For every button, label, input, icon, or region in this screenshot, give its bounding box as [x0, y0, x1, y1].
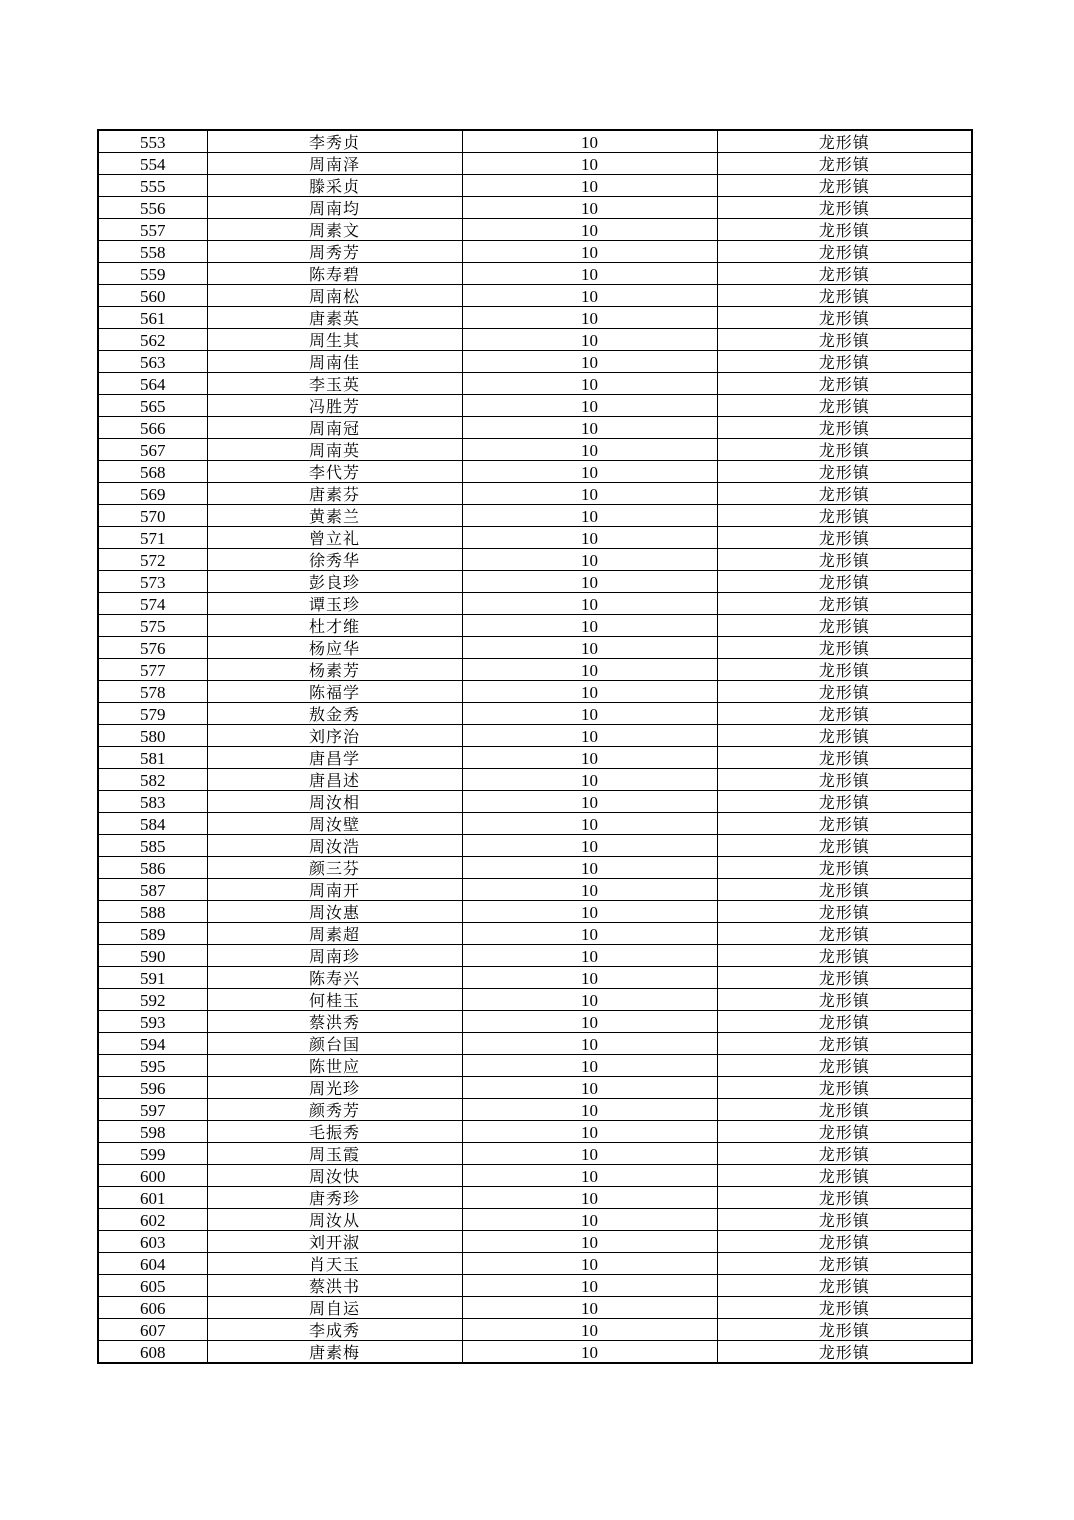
- town-cell: 龙形镇: [717, 769, 972, 791]
- name-cell: 蔡洪书: [207, 1275, 462, 1297]
- row-number-cell: 566: [98, 417, 207, 439]
- amount-cell: 10: [462, 527, 717, 549]
- row-number-cell: 556: [98, 197, 207, 219]
- name-cell: 周汝快: [207, 1165, 462, 1187]
- table-row: [98, 1231, 972, 1253]
- town-cell: 龙形镇: [717, 615, 972, 637]
- town-cell: 龙形镇: [717, 263, 972, 285]
- row-number-cell: 573: [98, 571, 207, 593]
- name-cell: 周汝壁: [207, 813, 462, 835]
- town-cell: 龙形镇: [717, 989, 972, 1011]
- town-cell: 龙形镇: [717, 813, 972, 835]
- town-cell: 龙形镇: [717, 1209, 972, 1231]
- row-number-cell: 567: [98, 439, 207, 461]
- table-row: [98, 461, 972, 483]
- amount-cell: 10: [462, 703, 717, 725]
- row-number-cell: 568: [98, 461, 207, 483]
- name-cell: 杨应华: [207, 637, 462, 659]
- row-number-cell: 585: [98, 835, 207, 857]
- name-cell: 周汝从: [207, 1209, 462, 1231]
- town-cell: 龙形镇: [717, 637, 972, 659]
- table-row: [98, 483, 972, 505]
- table-row: [98, 1165, 972, 1187]
- name-cell: 李秀贞: [207, 130, 462, 153]
- row-number-cell: 589: [98, 923, 207, 945]
- amount-cell: 10: [462, 241, 717, 263]
- amount-cell: 10: [462, 615, 717, 637]
- row-number-cell: 557: [98, 219, 207, 241]
- name-cell: 刘序治: [207, 725, 462, 747]
- town-cell: 龙形镇: [717, 1055, 972, 1077]
- town-cell: 龙形镇: [717, 1253, 972, 1275]
- name-cell: 周南泽: [207, 153, 462, 175]
- row-number-cell: 569: [98, 483, 207, 505]
- town-cell: 龙形镇: [717, 879, 972, 901]
- name-cell: 蔡洪秀: [207, 1011, 462, 1033]
- town-cell: 龙形镇: [717, 461, 972, 483]
- name-cell: 李代芳: [207, 461, 462, 483]
- amount-cell: 10: [462, 769, 717, 791]
- amount-cell: 10: [462, 1231, 717, 1253]
- amount-cell: 10: [462, 923, 717, 945]
- row-number-cell: 577: [98, 659, 207, 681]
- table-row: [98, 1011, 972, 1033]
- town-cell: 龙形镇: [717, 329, 972, 351]
- amount-cell: 10: [462, 1297, 717, 1319]
- row-number-cell: 576: [98, 637, 207, 659]
- table-row: [98, 1033, 972, 1055]
- name-cell: 周汝惠: [207, 901, 462, 923]
- table-row: [98, 175, 972, 197]
- row-number-cell: 579: [98, 703, 207, 725]
- row-number-cell: 591: [98, 967, 207, 989]
- table-row: [98, 439, 972, 461]
- table-row: [98, 1319, 972, 1341]
- name-cell: 杨素芳: [207, 659, 462, 681]
- name-cell: 唐素梅: [207, 1341, 462, 1364]
- amount-cell: 10: [462, 593, 717, 615]
- name-cell: 陈福学: [207, 681, 462, 703]
- town-cell: 龙形镇: [717, 1319, 972, 1341]
- town-cell: 龙形镇: [717, 967, 972, 989]
- row-number-cell: 586: [98, 857, 207, 879]
- amount-cell: 10: [462, 1275, 717, 1297]
- town-cell: 龙形镇: [717, 175, 972, 197]
- row-number-cell: 601: [98, 1187, 207, 1209]
- table-row: [98, 351, 972, 373]
- row-number-cell: 565: [98, 395, 207, 417]
- name-cell: 周玉霞: [207, 1143, 462, 1165]
- amount-cell: 10: [462, 725, 717, 747]
- name-cell: 唐昌学: [207, 747, 462, 769]
- table-row: [98, 241, 972, 263]
- amount-cell: 10: [462, 857, 717, 879]
- name-cell: 周素超: [207, 923, 462, 945]
- table-row: [98, 1209, 972, 1231]
- name-cell: 陈寿兴: [207, 967, 462, 989]
- table-row: [98, 373, 972, 395]
- name-cell: 滕采贞: [207, 175, 462, 197]
- table-row: [98, 747, 972, 769]
- row-number-cell: 595: [98, 1055, 207, 1077]
- row-number-cell: 594: [98, 1033, 207, 1055]
- town-cell: 龙形镇: [717, 1077, 972, 1099]
- amount-cell: 10: [462, 747, 717, 769]
- amount-cell: 10: [462, 1121, 717, 1143]
- row-number-cell: 571: [98, 527, 207, 549]
- row-number-cell: 588: [98, 901, 207, 923]
- town-cell: 龙形镇: [717, 747, 972, 769]
- name-cell: 周南冠: [207, 417, 462, 439]
- amount-cell: 10: [462, 351, 717, 373]
- table-row: [98, 1341, 972, 1364]
- table-row: [98, 505, 972, 527]
- table-row: [98, 1275, 972, 1297]
- row-number-cell: 570: [98, 505, 207, 527]
- name-cell: 唐素英: [207, 307, 462, 329]
- name-cell: 李成秀: [207, 1319, 462, 1341]
- town-cell: 龙形镇: [717, 307, 972, 329]
- town-cell: 龙形镇: [717, 505, 972, 527]
- name-cell: 唐昌述: [207, 769, 462, 791]
- amount-cell: 10: [462, 130, 717, 153]
- town-cell: 龙形镇: [717, 130, 972, 153]
- table-row: [98, 395, 972, 417]
- amount-cell: 10: [462, 1055, 717, 1077]
- table-row: [98, 1055, 972, 1077]
- name-cell: 颜台国: [207, 1033, 462, 1055]
- row-number-cell: 602: [98, 1209, 207, 1231]
- row-number-cell: 553: [98, 130, 207, 153]
- name-cell: 陈世应: [207, 1055, 462, 1077]
- town-cell: 龙形镇: [717, 1275, 972, 1297]
- row-number-cell: 574: [98, 593, 207, 615]
- town-cell: 龙形镇: [717, 527, 972, 549]
- row-number-cell: 600: [98, 1165, 207, 1187]
- table-row: [98, 725, 972, 747]
- town-cell: 龙形镇: [717, 351, 972, 373]
- name-cell: 曾立礼: [207, 527, 462, 549]
- amount-cell: 10: [462, 549, 717, 571]
- row-number-cell: 562: [98, 329, 207, 351]
- row-number-cell: 590: [98, 945, 207, 967]
- town-cell: 龙形镇: [717, 703, 972, 725]
- name-cell: 周南松: [207, 285, 462, 307]
- name-cell: 周汝浩: [207, 835, 462, 857]
- table-row: [98, 153, 972, 175]
- amount-cell: 10: [462, 1011, 717, 1033]
- town-cell: 龙形镇: [717, 923, 972, 945]
- table-row: [98, 1297, 972, 1319]
- table-row: [98, 197, 972, 219]
- table-row: [98, 549, 972, 571]
- amount-cell: 10: [462, 505, 717, 527]
- amount-cell: 10: [462, 681, 717, 703]
- table-row: [98, 307, 972, 329]
- amount-cell: 10: [462, 329, 717, 351]
- row-number-cell: 555: [98, 175, 207, 197]
- town-cell: 龙形镇: [717, 1143, 972, 1165]
- amount-cell: 10: [462, 1187, 717, 1209]
- town-cell: 龙形镇: [717, 1121, 972, 1143]
- name-cell: 周南开: [207, 879, 462, 901]
- row-number-cell: 593: [98, 1011, 207, 1033]
- table-row: [98, 615, 972, 637]
- table-row: [98, 945, 972, 967]
- row-number-cell: 606: [98, 1297, 207, 1319]
- amount-cell: 10: [462, 153, 717, 175]
- amount-cell: 10: [462, 483, 717, 505]
- amount-cell: 10: [462, 835, 717, 857]
- amount-cell: 10: [462, 1099, 717, 1121]
- amount-cell: 10: [462, 1165, 717, 1187]
- town-cell: 龙形镇: [717, 153, 972, 175]
- town-cell: 龙形镇: [717, 593, 972, 615]
- row-number-cell: 572: [98, 549, 207, 571]
- amount-cell: 10: [462, 945, 717, 967]
- table-row: [98, 967, 972, 989]
- table-row: [98, 571, 972, 593]
- name-cell: 刘开淑: [207, 1231, 462, 1253]
- amount-cell: 10: [462, 1253, 717, 1275]
- town-cell: 龙形镇: [717, 1297, 972, 1319]
- town-cell: 龙形镇: [717, 1033, 972, 1055]
- table-row: [98, 813, 972, 835]
- table-row: [98, 857, 972, 879]
- name-cell: 周汝相: [207, 791, 462, 813]
- name-cell: 周生其: [207, 329, 462, 351]
- amount-cell: 10: [462, 1077, 717, 1099]
- table-row: [98, 769, 972, 791]
- name-cell: 陈寿碧: [207, 263, 462, 285]
- table-row: [98, 1121, 972, 1143]
- town-cell: 龙形镇: [717, 571, 972, 593]
- table-row: [98, 681, 972, 703]
- row-number-cell: 581: [98, 747, 207, 769]
- amount-cell: 10: [462, 901, 717, 923]
- row-number-cell: 563: [98, 351, 207, 373]
- table-row: [98, 923, 972, 945]
- town-cell: 龙形镇: [717, 681, 972, 703]
- name-cell: 肖天玉: [207, 1253, 462, 1275]
- name-cell: 谭玉珍: [207, 593, 462, 615]
- row-number-cell: 561: [98, 307, 207, 329]
- table-row: [98, 417, 972, 439]
- amount-cell: 10: [462, 637, 717, 659]
- amount-cell: 10: [462, 813, 717, 835]
- row-number-cell: 575: [98, 615, 207, 637]
- row-number-cell: 604: [98, 1253, 207, 1275]
- name-cell: 周秀芳: [207, 241, 462, 263]
- town-cell: 龙形镇: [717, 1099, 972, 1121]
- row-number-cell: 605: [98, 1275, 207, 1297]
- town-cell: 龙形镇: [717, 549, 972, 571]
- row-number-cell: 554: [98, 153, 207, 175]
- amount-cell: 10: [462, 307, 717, 329]
- name-cell: 何桂玉: [207, 989, 462, 1011]
- row-number-cell: 560: [98, 285, 207, 307]
- amount-cell: 10: [462, 967, 717, 989]
- name-cell: 毛振秀: [207, 1121, 462, 1143]
- table-row: [98, 1077, 972, 1099]
- town-cell: 龙形镇: [717, 945, 972, 967]
- town-cell: 龙形镇: [717, 835, 972, 857]
- row-number-cell: 596: [98, 1077, 207, 1099]
- table-row: [98, 285, 972, 307]
- row-number-cell: 598: [98, 1121, 207, 1143]
- table-row: [98, 659, 972, 681]
- amount-cell: 10: [462, 373, 717, 395]
- name-cell: 李玉英: [207, 373, 462, 395]
- table-row: [98, 989, 972, 1011]
- row-number-cell: 582: [98, 769, 207, 791]
- amount-cell: 10: [462, 1033, 717, 1055]
- town-cell: 龙形镇: [717, 791, 972, 813]
- table-row: [98, 527, 972, 549]
- name-cell: 杜才维: [207, 615, 462, 637]
- town-cell: 龙形镇: [717, 285, 972, 307]
- name-cell: 冯胜芳: [207, 395, 462, 417]
- name-cell: 周南英: [207, 439, 462, 461]
- amount-cell: 10: [462, 1319, 717, 1341]
- amount-cell: 10: [462, 461, 717, 483]
- name-cell: 周素文: [207, 219, 462, 241]
- table-row: [98, 791, 972, 813]
- row-number-cell: 584: [98, 813, 207, 835]
- town-cell: 龙形镇: [717, 659, 972, 681]
- name-cell: 唐秀珍: [207, 1187, 462, 1209]
- row-number-cell: 603: [98, 1231, 207, 1253]
- amount-cell: 10: [462, 1143, 717, 1165]
- name-cell: 唐素芬: [207, 483, 462, 505]
- town-cell: 龙形镇: [717, 857, 972, 879]
- town-cell: 龙形镇: [717, 197, 972, 219]
- table-row: [98, 1099, 972, 1121]
- town-cell: 龙形镇: [717, 417, 972, 439]
- row-number-cell: 558: [98, 241, 207, 263]
- amount-cell: 10: [462, 417, 717, 439]
- amount-cell: 10: [462, 1209, 717, 1231]
- amount-cell: 10: [462, 879, 717, 901]
- table-row: [98, 703, 972, 725]
- town-cell: 龙形镇: [717, 373, 972, 395]
- row-number-cell: 559: [98, 263, 207, 285]
- table-row: [98, 593, 972, 615]
- amount-cell: 10: [462, 439, 717, 461]
- table-row: [98, 1187, 972, 1209]
- town-cell: 龙形镇: [717, 725, 972, 747]
- row-number-cell: 583: [98, 791, 207, 813]
- town-cell: 龙形镇: [717, 1187, 972, 1209]
- table-row: [98, 130, 972, 153]
- amount-cell: 10: [462, 395, 717, 417]
- name-cell: 周自运: [207, 1297, 462, 1319]
- table-row: [98, 879, 972, 901]
- town-cell: 龙形镇: [717, 483, 972, 505]
- row-number-cell: 564: [98, 373, 207, 395]
- row-number-cell: 599: [98, 1143, 207, 1165]
- table-row: [98, 1253, 972, 1275]
- amount-cell: 10: [462, 197, 717, 219]
- town-cell: 龙形镇: [717, 1341, 972, 1364]
- amount-cell: 10: [462, 571, 717, 593]
- town-cell: 龙形镇: [717, 439, 972, 461]
- name-cell: 颜三芬: [207, 857, 462, 879]
- table-row: [98, 637, 972, 659]
- town-cell: 龙形镇: [717, 395, 972, 417]
- amount-cell: 10: [462, 219, 717, 241]
- name-cell: 徐秀华: [207, 549, 462, 571]
- name-cell: 周南珍: [207, 945, 462, 967]
- name-cell: 颜秀芳: [207, 1099, 462, 1121]
- table-row: [98, 901, 972, 923]
- town-cell: 龙形镇: [717, 1011, 972, 1033]
- town-cell: 龙形镇: [717, 1165, 972, 1187]
- amount-cell: 10: [462, 175, 717, 197]
- town-cell: 龙形镇: [717, 1231, 972, 1253]
- table-body: [98, 130, 972, 1363]
- data-table: [97, 129, 973, 1364]
- town-cell: 龙形镇: [717, 241, 972, 263]
- amount-cell: 10: [462, 1341, 717, 1364]
- amount-cell: 10: [462, 791, 717, 813]
- table-row: [98, 835, 972, 857]
- table-row: [98, 219, 972, 241]
- row-number-cell: 592: [98, 989, 207, 1011]
- amount-cell: 10: [462, 285, 717, 307]
- row-number-cell: 608: [98, 1341, 207, 1364]
- town-cell: 龙形镇: [717, 901, 972, 923]
- table-row: [98, 1143, 972, 1165]
- amount-cell: 10: [462, 659, 717, 681]
- row-number-cell: 607: [98, 1319, 207, 1341]
- row-number-cell: 578: [98, 681, 207, 703]
- name-cell: 敖金秀: [207, 703, 462, 725]
- row-number-cell: 597: [98, 1099, 207, 1121]
- row-number-cell: 580: [98, 725, 207, 747]
- name-cell: 彭良珍: [207, 571, 462, 593]
- name-cell: 黄素兰: [207, 505, 462, 527]
- table-row: [98, 329, 972, 351]
- table-row: [98, 263, 972, 285]
- name-cell: 周南均: [207, 197, 462, 219]
- name-cell: 周光珍: [207, 1077, 462, 1099]
- town-cell: 龙形镇: [717, 219, 972, 241]
- name-cell: 周南佳: [207, 351, 462, 373]
- amount-cell: 10: [462, 263, 717, 285]
- row-number-cell: 587: [98, 879, 207, 901]
- amount-cell: 10: [462, 989, 717, 1011]
